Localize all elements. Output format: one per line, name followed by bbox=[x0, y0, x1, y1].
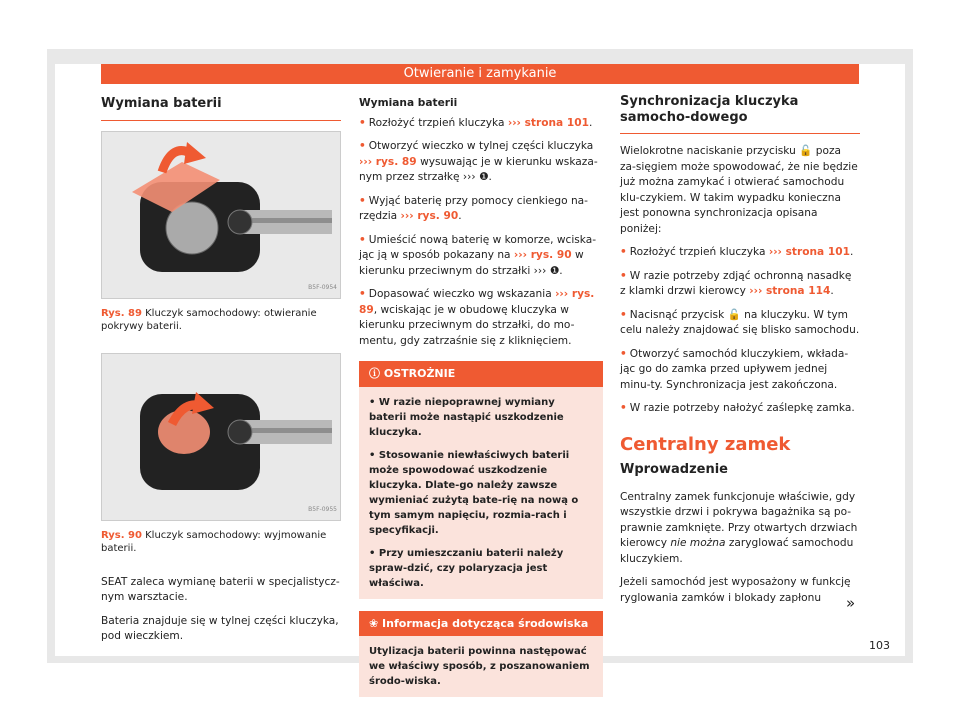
figure-89-caption bbox=[101, 307, 341, 333]
environment-header: ❀ Informacja dotycząca środowiska bbox=[359, 611, 603, 637]
caution-item: • Stosowanie niewłaściwych baterii może spowodować uszkodzenie kluczyka. Dlate-go należy zawsze wymieniać zużytą bate-rię na nową o tym samym napięciu, rozmia-rach i specyfikacji. bbox=[369, 449, 579, 536]
figure-90-caption bbox=[101, 529, 341, 555]
paragraph: Wielokrotne naciskanie przycisku 🔓 poza za-sięgiem może spowodować, że nie będzie już można zamykać i otwierać samochodu klu-czykiem. W takim wypadku konieczna jest ponowna synchronizacja opisana poniżej: bbox=[620, 145, 858, 235]
page-reference[interactable]: ››› strona 114 bbox=[749, 285, 831, 297]
figure-90 bbox=[101, 353, 341, 521]
environment-box bbox=[359, 611, 603, 698]
page-header: Otwieranie i zamykanie bbox=[101, 64, 859, 84]
figure-code: B5F-0955 bbox=[308, 506, 337, 513]
environment-icon: ❀ bbox=[369, 616, 383, 630]
step-item: • Rozłożyć trzpień kluczyka ››› strona 101. bbox=[359, 116, 593, 129]
caution-item: • W razie niepoprawnej wymiany baterii może nastąpić uszkodzenie kluczyka. bbox=[369, 396, 564, 438]
figure-code: B5F-0954 bbox=[308, 284, 337, 291]
key-open-cover-illustration bbox=[102, 132, 340, 298]
step-item: • Dopasować wieczko wg wskazania ››› rys. 89, wciskając je w obudowę kluczyka w kierunku przeciwnym do strzałki, do mo-mentu, gdy zatrzaśnie się z kliknięciem. bbox=[359, 288, 595, 347]
environment-body: Utylizacja baterii powinna następować we właściwy sposób, z poszanowaniem środo-wiska. bbox=[359, 636, 603, 697]
subheading: Wymiana baterii bbox=[359, 97, 458, 109]
figure-label: Rys. 89 bbox=[101, 307, 142, 319]
step-item: • Otworzyć samochód kluczykiem, wkłada-jąc go do zamka przed upływem jednej minu-ty. Synchronizacja jest zakończona. bbox=[620, 347, 849, 391]
subheading-intro: Wprowadzenie bbox=[620, 462, 728, 477]
step-item: • Rozłożyć trzpień kluczyka ››› strona 101. bbox=[620, 246, 854, 258]
section-title-central-lock: Centralny zamek bbox=[620, 433, 791, 455]
paragraph: Centralny zamek funkcjonuje właściwie, gdy wszystkie drzwi i pokrywa bagażnika są po-prawnie zamknięte. Przy otwartych drzwiach kierowcy nie można zaryglować samochodu kluczykiem. bbox=[620, 490, 858, 565]
step-item: • Umieścić nową baterię w komorze, wciska-jąc ją w sposób pokazany na ››› rys. 90 w kierunku przeciwnym do strzałki ››› ❶. bbox=[359, 233, 597, 277]
section-title-sync: Synchronizacja kluczyka samocho-dowego bbox=[620, 90, 860, 134]
figure-caption-text: Kluczyk samochodowy: wyjmowanie baterii. bbox=[101, 529, 327, 554]
figure-reference[interactable]: ››› rys. 89 bbox=[359, 288, 595, 316]
key-remove-battery-illustration bbox=[102, 354, 340, 520]
paragraph: Jeżeli samochód jest wyposażony w funkcję ryglowania zamków i blokady zapłonu bbox=[620, 576, 851, 604]
step-item: • Otworzyć wieczko w tylnej części kluczyka ››› rys. 89 wysuwając je w kierunku wskaza-nym przez strzałkę ››› ❶. bbox=[359, 140, 598, 183]
figure-reference[interactable]: ››› rys. 90 bbox=[400, 210, 459, 222]
paragraph: Bateria znajduje się w tylnej części kluczyka, pod wieczkiem. bbox=[101, 614, 339, 642]
right-column bbox=[620, 96, 860, 614]
caution-box bbox=[359, 361, 603, 599]
figure-label: Rys. 90 bbox=[101, 529, 142, 541]
figure-reference[interactable]: ››› rys. 89 bbox=[359, 155, 417, 168]
page-reference[interactable]: ››› strona 101 bbox=[768, 246, 850, 258]
step-item: • W razie potrzeby zdjąć ochronną nasadkę z klamki drzwi kierowcy ››› strona 114. bbox=[620, 269, 852, 297]
page-number: 103 bbox=[869, 639, 890, 652]
step-item: • Nacisnąć przycisk 🔓 na kluczyku. W tym celu należy znajdować się blisko samochodu. bbox=[620, 308, 860, 336]
caution-body bbox=[359, 387, 603, 599]
figure-reference[interactable]: ››› rys. 90 bbox=[513, 249, 572, 261]
caution-icon: ⓘ bbox=[369, 367, 384, 380]
figure-89 bbox=[101, 131, 341, 299]
continue-arrow: » bbox=[846, 594, 856, 612]
step-item: • W razie potrzeby nałożyć zaślepkę zamka. bbox=[620, 402, 855, 414]
page-reference[interactable]: ››› strona 101 bbox=[507, 116, 589, 129]
paragraph: SEAT zaleca wymianę baterii w specjalistycz-nym warsztacie. bbox=[101, 575, 340, 603]
section-title-battery: Wymiana baterii bbox=[101, 92, 341, 121]
figure-caption-text: Kluczyk samochodowy: otwieranie pokrywy baterii. bbox=[101, 307, 317, 332]
left-column bbox=[101, 92, 341, 653]
middle-column bbox=[359, 96, 603, 697]
caution-header: ⓘ OSTROŻNIE bbox=[359, 361, 603, 387]
step-item: • Wyjąć baterię przy pomocy cienkiego na-rzędzia ››› rys. 90. bbox=[359, 194, 588, 222]
caution-item: • Przy umieszczaniu baterii należy spraw-dzić, czy polaryzacja jest właściwa. bbox=[369, 547, 564, 589]
